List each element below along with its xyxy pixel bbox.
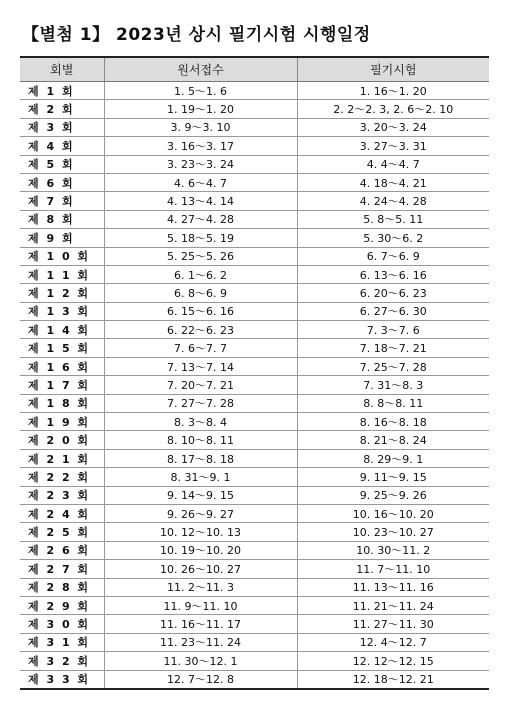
round-cell: 제 2 3 회 (20, 486, 104, 504)
round-cell: 제 4 회 (20, 137, 104, 155)
round-cell: 제 1 2 회 (20, 284, 104, 302)
table-row (20, 155, 489, 173)
written-exam-cell: 3. 27～3. 31 (297, 137, 489, 155)
round-cell: 제 3 2 회 (20, 652, 104, 670)
header-written-exam: 필기시험 (297, 57, 489, 82)
table-row (20, 247, 489, 265)
table-row (20, 523, 489, 541)
application-period-cell: 9. 14～9. 15 (104, 486, 297, 504)
application-period-cell: 7. 27～7. 28 (104, 394, 297, 412)
table-row (20, 192, 489, 210)
table-row (20, 560, 489, 578)
written-exam-cell: 10. 16～10. 20 (297, 504, 489, 522)
written-exam-cell: 12. 18～12. 21 (297, 670, 489, 689)
table-row (20, 541, 489, 559)
written-exam-cell: 6. 20～6. 23 (297, 284, 489, 302)
application-period-cell: 10. 26～10. 27 (104, 560, 297, 578)
application-period-cell: 4. 13～4. 14 (104, 192, 297, 210)
written-exam-cell: 11. 7～11. 10 (297, 560, 489, 578)
written-exam-cell: 8. 8～8. 11 (297, 394, 489, 412)
round-cell: 제 6 회 (20, 173, 104, 191)
written-exam-cell: 9. 25～9. 26 (297, 486, 489, 504)
application-period-cell: 3. 16～3. 17 (104, 137, 297, 155)
round-cell: 제 1 7 회 (20, 376, 104, 394)
application-period-cell: 4. 6～4. 7 (104, 173, 297, 191)
round-cell: 제 2 6 회 (20, 541, 104, 559)
round-cell: 제 1 4 회 (20, 321, 104, 339)
table-row (20, 229, 489, 247)
round-cell: 제 3 0 회 (20, 615, 104, 633)
round-cell: 제 2 8 회 (20, 578, 104, 596)
round-cell: 제 3 회 (20, 118, 104, 136)
table-row (20, 210, 489, 228)
round-cell: 제 3 1 회 (20, 633, 104, 651)
table-row (20, 137, 489, 155)
round-cell: 제 1 0 회 (20, 247, 104, 265)
document-title: 【별첨 1】 2023년 상시 필기시험 시행일정 (22, 25, 371, 45)
application-period-cell: 11. 16～11. 17 (104, 615, 297, 633)
table-row (20, 431, 489, 449)
round-cell: 제 1 9 회 (20, 413, 104, 431)
round-cell: 제 2 1 회 (20, 449, 104, 467)
table-row (20, 339, 489, 357)
round-cell: 제 2 회 (20, 100, 104, 118)
table-row (20, 376, 489, 394)
written-exam-cell: 8. 21～8. 24 (297, 431, 489, 449)
round-cell: 제 1 5 회 (20, 339, 104, 357)
round-cell: 제 2 2 회 (20, 468, 104, 486)
table-row (20, 652, 489, 670)
table-row (20, 413, 489, 431)
table-row (20, 302, 489, 320)
round-cell: 제 9 회 (20, 229, 104, 247)
application-period-cell: 8. 3～8. 4 (104, 413, 297, 431)
table-row (20, 173, 489, 191)
application-period-cell: 8. 10～8. 11 (104, 431, 297, 449)
application-period-cell: 3. 9～3. 10 (104, 118, 297, 136)
table-row (20, 82, 489, 100)
table-row (20, 578, 489, 596)
table-body (20, 82, 489, 689)
written-exam-cell: 6. 7～6. 9 (297, 247, 489, 265)
application-period-cell: 4. 27～4. 28 (104, 210, 297, 228)
round-cell: 제 2 9 회 (20, 596, 104, 614)
table-row (20, 449, 489, 467)
table-row (20, 504, 489, 522)
table-row (20, 284, 489, 302)
application-period-cell: 8. 31～9. 1 (104, 468, 297, 486)
application-period-cell: 5. 25～5. 26 (104, 247, 297, 265)
round-cell: 제 5 회 (20, 155, 104, 173)
application-period-cell: 11. 9～11. 10 (104, 596, 297, 614)
table-row (20, 633, 489, 651)
table-row (20, 265, 489, 283)
written-exam-cell: 7. 31～8. 3 (297, 376, 489, 394)
round-cell: 제 2 7 회 (20, 560, 104, 578)
written-exam-cell: 2. 2～2. 3, 2. 6～2. 10 (297, 100, 489, 118)
table-row (20, 615, 489, 633)
written-exam-cell: 4. 18～4. 21 (297, 173, 489, 191)
round-cell: 제 1 8 회 (20, 394, 104, 412)
written-exam-cell: 5. 30～6. 2 (297, 229, 489, 247)
application-period-cell: 12. 7～12. 8 (104, 670, 297, 689)
header-application-period: 원서접수 (104, 57, 297, 82)
written-exam-cell: 11. 27～11. 30 (297, 615, 489, 633)
table-row (20, 670, 489, 689)
round-cell: 제 7 회 (20, 192, 104, 210)
written-exam-cell: 4. 4～4. 7 (297, 155, 489, 173)
table-row (20, 394, 489, 412)
written-exam-cell: 9. 11～9. 15 (297, 468, 489, 486)
table-row (20, 486, 489, 504)
table-row (20, 118, 489, 136)
written-exam-cell: 12. 12～12. 15 (297, 652, 489, 670)
application-period-cell: 11. 23～11. 24 (104, 633, 297, 651)
round-cell: 제 2 0 회 (20, 431, 104, 449)
application-period-cell: 10. 19～10. 20 (104, 541, 297, 559)
written-exam-cell: 7. 18～7. 21 (297, 339, 489, 357)
application-period-cell: 6. 1～6. 2 (104, 265, 297, 283)
application-period-cell: 11. 2～11. 3 (104, 578, 297, 596)
written-exam-cell: 5. 8～5. 11 (297, 210, 489, 228)
header-round: 회별 (20, 57, 104, 82)
application-period-cell: 7. 13～7. 14 (104, 357, 297, 375)
application-period-cell: 5. 18～5. 19 (104, 229, 297, 247)
application-period-cell: 1. 5～1. 6 (104, 82, 297, 100)
round-cell: 제 3 3 회 (20, 670, 104, 689)
written-exam-cell: 4. 24～4. 28 (297, 192, 489, 210)
round-cell: 제 1 1 회 (20, 265, 104, 283)
table-row (20, 468, 489, 486)
round-cell: 제 8 회 (20, 210, 104, 228)
table-row (20, 321, 489, 339)
written-exam-cell: 11. 21～11. 24 (297, 596, 489, 614)
application-period-cell: 3. 23～3. 24 (104, 155, 297, 173)
round-cell: 제 1 6 회 (20, 357, 104, 375)
written-exam-cell: 8. 29～9. 1 (297, 449, 489, 467)
application-period-cell: 6. 8～6. 9 (104, 284, 297, 302)
written-exam-cell: 7. 3～7. 6 (297, 321, 489, 339)
written-exam-cell: 3. 20～3. 24 (297, 118, 489, 136)
table-row (20, 357, 489, 375)
written-exam-cell: 11. 13～11. 16 (297, 578, 489, 596)
application-period-cell: 7. 6～7. 7 (104, 339, 297, 357)
round-cell: 제 1 3 회 (20, 302, 104, 320)
written-exam-cell: 6. 13～6. 16 (297, 265, 489, 283)
application-period-cell: 9. 26～9. 27 (104, 504, 297, 522)
round-cell: 제 2 5 회 (20, 523, 104, 541)
written-exam-cell: 7. 25～7. 28 (297, 357, 489, 375)
schedule-table-wrapper (20, 56, 489, 690)
schedule-table (20, 56, 489, 690)
written-exam-cell: 10. 23～10. 27 (297, 523, 489, 541)
application-period-cell: 10. 12～10. 13 (104, 523, 297, 541)
written-exam-cell: 1. 16～1. 20 (297, 82, 489, 100)
application-period-cell: 1. 19～1. 20 (104, 100, 297, 118)
written-exam-cell: 6. 27～6. 30 (297, 302, 489, 320)
application-period-cell: 8. 17～8. 18 (104, 449, 297, 467)
round-cell: 제 2 4 회 (20, 504, 104, 522)
round-cell: 제 1 회 (20, 82, 104, 100)
application-period-cell: 6. 15～6. 16 (104, 302, 297, 320)
written-exam-cell: 10. 30～11. 2 (297, 541, 489, 559)
table-header-row (20, 57, 489, 82)
application-period-cell: 11. 30～12. 1 (104, 652, 297, 670)
application-period-cell: 7. 20～7. 21 (104, 376, 297, 394)
written-exam-cell: 8. 16～8. 18 (297, 413, 489, 431)
written-exam-cell: 12. 4～12. 7 (297, 633, 489, 651)
application-period-cell: 6. 22～6. 23 (104, 321, 297, 339)
table-row (20, 596, 489, 614)
table-row (20, 100, 489, 118)
